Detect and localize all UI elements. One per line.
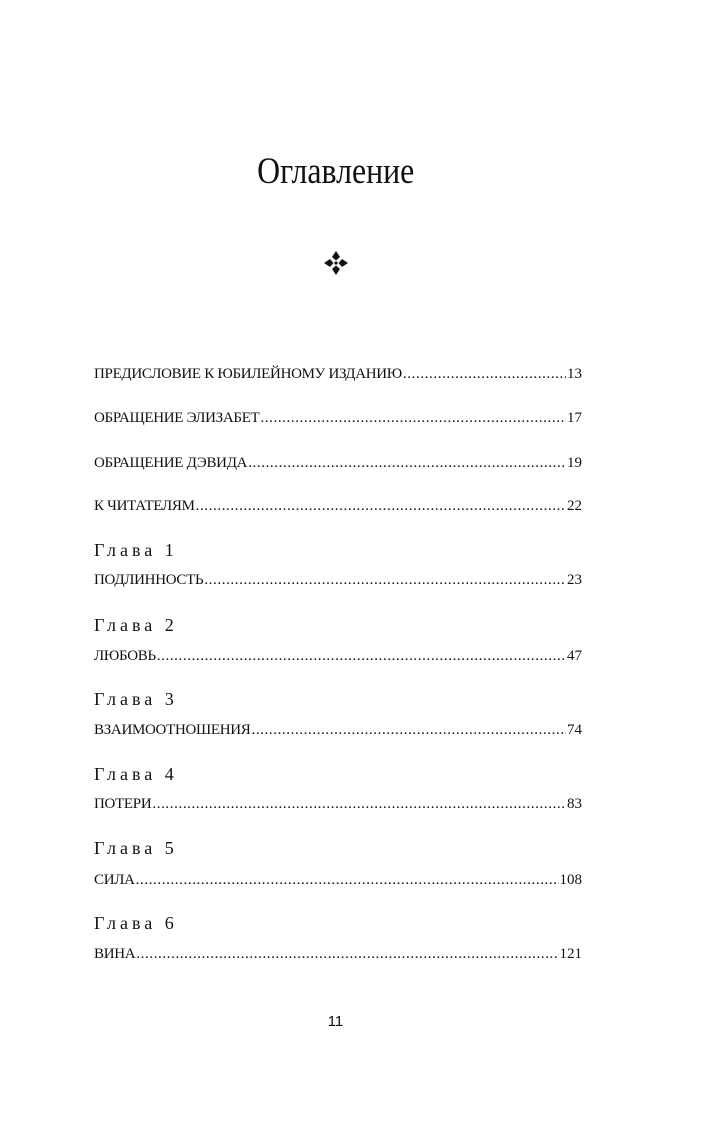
dot-leader: [136, 871, 559, 889]
toc-entry-page: 108: [559, 872, 582, 888]
toc-entry-label: СИЛА: [94, 872, 135, 888]
toc-entry-label: ЛЮБОВЬ: [94, 648, 156, 664]
toc-entry-label: ВЗАИМООТНОШЕНИЯ: [94, 722, 251, 738]
page-title: Оглавление: [257, 151, 415, 192]
chapter-heading-3: Глава 3: [94, 689, 178, 709]
toc-entry-david-address[interactable]: [94, 454, 582, 472]
toc-entry-chapter-3[interactable]: [94, 721, 582, 739]
toc-entry-label: К ЧИТАТЕЛЯМ: [94, 498, 195, 514]
toc-entry-page: 19: [567, 455, 582, 471]
toc-entry-label: ОБРАЩЕНИЕ ЭЛИЗАБЕТ: [94, 410, 260, 426]
toc-entry-chapter-1[interactable]: [94, 571, 582, 589]
dot-leader: [157, 647, 566, 665]
toc-entry-label: ОБРАЩЕНИЕ ДЭВИДА: [94, 455, 248, 471]
chapter-heading-6: Глава 6: [94, 913, 178, 933]
toc-entry-label: ПОДЛИННОСТЬ: [94, 572, 204, 588]
dot-leader: [260, 409, 566, 427]
chapter-heading-5: Глава 5: [94, 838, 178, 858]
toc-entry-chapter-2[interactable]: [94, 647, 582, 665]
dot-leader: [204, 571, 566, 589]
page-number: 11: [327, 1013, 344, 1030]
dot-leader: [136, 945, 558, 963]
dot-leader: [248, 454, 566, 472]
toc-entry-page: 13: [567, 366, 582, 382]
table-of-contents: [94, 0, 582, 1000]
toc-entry-page: 83: [567, 796, 582, 812]
toc-entry-page: 121: [559, 946, 582, 962]
toc-entry-page: 74: [567, 722, 582, 738]
toc-entry-chapter-6[interactable]: [94, 945, 582, 963]
toc-entry-label: ПОТЕРИ: [94, 796, 152, 812]
toc-entry-elizabeth-address[interactable]: [94, 409, 582, 427]
chapter-heading-1: Глава 1: [94, 540, 178, 560]
toc-entry-chapter-5[interactable]: [94, 871, 582, 889]
chapter-heading-2: Глава 2: [94, 615, 178, 635]
toc-entry-preface[interactable]: [94, 365, 582, 383]
toc-entry-chapter-4[interactable]: [94, 795, 582, 813]
toc-entry-page: 17: [567, 410, 582, 426]
dot-leader: [152, 795, 566, 813]
toc-entry-to-readers[interactable]: [94, 497, 582, 515]
chapter-heading-4: Глава 4: [94, 764, 178, 784]
toc-entry-label: ВИНА: [94, 946, 136, 962]
toc-entry-page: 47: [567, 648, 582, 664]
toc-entry-label: ПРЕДИСЛОВИЕ К ЮБИЛЕЙНОМУ ИЗДАНИЮ: [94, 366, 402, 382]
dot-leader: [251, 721, 566, 739]
toc-entry-page: 23: [567, 572, 582, 588]
toc-entry-page: 22: [567, 498, 582, 514]
dot-leader: [403, 365, 566, 383]
dot-leader: [196, 497, 566, 515]
